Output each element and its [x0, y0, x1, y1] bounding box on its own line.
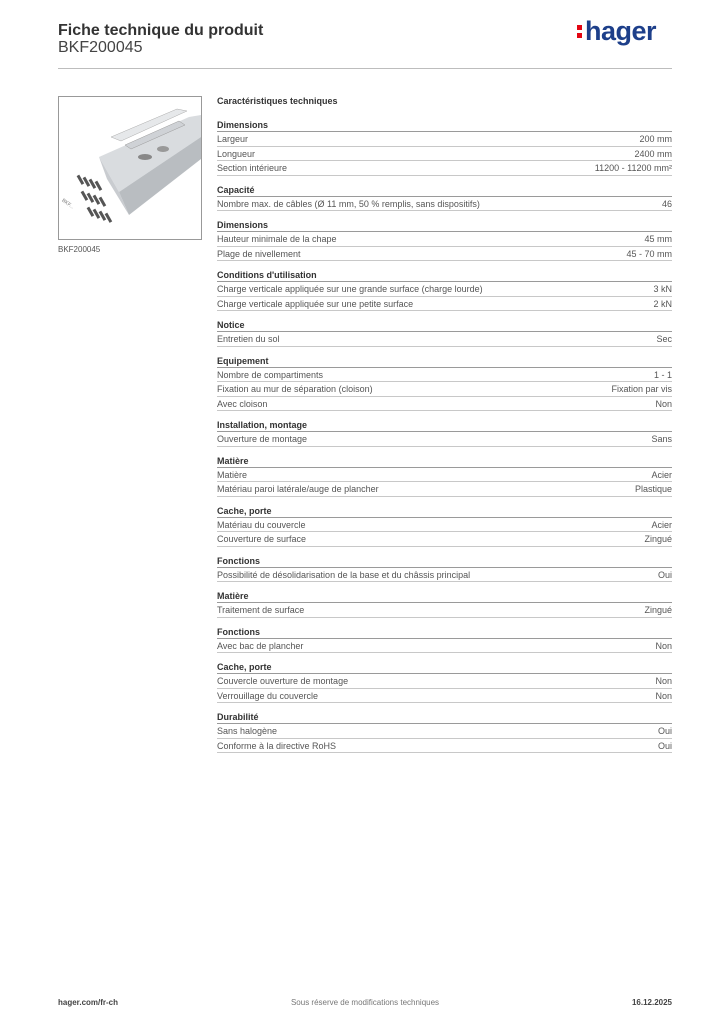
page-header [58, 16, 672, 69]
spec-group-title: Equipement [217, 353, 672, 368]
spec-value: Sec [656, 334, 672, 344]
spec-row [217, 232, 672, 247]
spec-value: 200 mm [639, 134, 672, 144]
spec-label: Fixation au mur de séparation (cloison) [217, 384, 373, 394]
technical-specifications [217, 95, 672, 759]
spec-label: Traitement de surface [217, 605, 305, 615]
spec-group-title: Dimensions [217, 117, 672, 132]
spec-row [217, 674, 672, 689]
spec-value: Zingué [644, 605, 672, 615]
footer-date: 16.12.2025 [631, 998, 672, 1007]
spec-row [217, 468, 672, 483]
footer-disclaimer: Sous réserve de modifications techniques [290, 998, 440, 1007]
spec-row [217, 297, 672, 312]
image-caption: BKF200045 [58, 245, 101, 254]
spec-label: Matière [217, 469, 248, 480]
spec-group-title: Fonctions [217, 553, 672, 568]
specifications-title: Caractéristiques techniques [217, 96, 338, 106]
spec-label: Charge verticale appliquée sur une petite surface [217, 298, 414, 309]
spec-row [217, 132, 672, 147]
spec-row [217, 432, 672, 447]
spec-value: Non [655, 676, 672, 686]
spec-value: Acier [651, 469, 672, 480]
spec-value: Fixation par vis [611, 384, 672, 394]
spec-value: Acier [651, 519, 672, 530]
spec-label: Ouverture de montage [217, 434, 308, 444]
spec-group [217, 659, 672, 703]
spec-value: Non [655, 690, 672, 701]
spec-row [217, 603, 672, 618]
spec-group-title: Conditions d'utilisation [217, 267, 672, 282]
spec-row [217, 639, 672, 654]
spec-row [217, 332, 672, 347]
spec-group [217, 317, 672, 347]
spec-value: Non [655, 398, 672, 409]
spec-group [217, 417, 672, 447]
spec-row [217, 532, 672, 547]
spec-row [217, 147, 672, 162]
spec-group [217, 709, 672, 753]
spec-label: Hauteur minimale de la chape [217, 234, 337, 244]
spec-group-title: Matière [217, 453, 672, 468]
spec-group-title: Fonctions [217, 624, 672, 639]
spec-group-title: Capacité [217, 182, 672, 197]
spec-label: Charge verticale appliquée sur une grande surface (charge lourde) [217, 284, 483, 294]
spec-row [217, 724, 672, 739]
cable-duct-illustration [59, 97, 201, 239]
spec-label: Longueur [217, 148, 256, 159]
spec-group-title: Dimensions [217, 217, 672, 232]
brand-logo [577, 16, 656, 47]
footer-website[interactable]: hager.com/fr-ch [58, 998, 119, 1007]
spec-value: Sans [651, 434, 672, 444]
spec-value: 11200 - 11200 mm² [594, 163, 672, 173]
spec-label: Possibilité de désolidarisation de la base et du châssis principal [217, 569, 471, 580]
spec-row [217, 397, 672, 412]
spec-row [217, 382, 672, 397]
spec-row [217, 161, 672, 176]
spec-label: Sans halogène [217, 726, 278, 736]
spec-label: Avec bac de plancher [217, 640, 304, 651]
spec-value: 2 kN [653, 298, 672, 309]
page-title: Fiche technique du produit [58, 22, 264, 39]
spec-row [217, 482, 672, 497]
spec-row [217, 282, 672, 297]
spec-group-title: Cache, porte [217, 659, 672, 674]
spec-group [217, 353, 672, 412]
spec-label: Conforme à la directive RoHS [217, 740, 337, 751]
spec-group-title: Installation, montage [217, 417, 672, 432]
spec-row [217, 368, 672, 383]
spec-label: Plage de nivellement [217, 248, 301, 259]
logo-dots-icon [577, 25, 583, 41]
spec-value: Oui [657, 569, 672, 580]
spec-value: 2400 mm [634, 148, 672, 159]
spec-label: Nombre max. de câbles (Ø 11 mm, 50 % remplis, sans dispositifs) [217, 198, 480, 209]
spec-label: Largeur [217, 134, 249, 144]
spec-group [217, 624, 672, 654]
spec-value: 45 - 70 mm [626, 248, 672, 259]
spec-value: Zingué [644, 534, 672, 544]
spec-row [217, 739, 672, 754]
spec-row [217, 568, 672, 583]
spec-label: Section intérieure [217, 163, 288, 173]
spec-value: 3 kN [653, 284, 672, 294]
spec-group [217, 453, 672, 497]
spec-group [217, 117, 672, 176]
spec-label: Verrouillage du couvercle [217, 690, 319, 701]
spec-label: Matériau paroi latérale/auge de plancher [217, 484, 379, 494]
spec-group [217, 588, 672, 618]
spec-label: Avec cloison [217, 398, 268, 409]
spec-group-title: Notice [217, 317, 672, 332]
spec-label: Nombre de compartiments [217, 369, 324, 380]
spec-label: Couvercle ouverture de montage [217, 676, 349, 686]
product-reference: BKF200045 [58, 39, 143, 56]
spec-value: Non [655, 640, 672, 651]
product-image [58, 96, 202, 240]
spec-group [217, 267, 672, 311]
spec-row [217, 689, 672, 704]
brand-name: hager [584, 16, 656, 46]
spec-row [217, 247, 672, 262]
spec-group-title: Cache, porte [217, 503, 672, 518]
spec-group [217, 217, 672, 261]
spec-group [217, 553, 672, 583]
spec-row [217, 518, 672, 533]
spec-value: Oui [657, 740, 672, 751]
spec-group [217, 503, 672, 547]
spec-value: 1 - 1 [653, 369, 672, 380]
spec-value: Plastique [634, 484, 672, 494]
spec-value: Oui [657, 726, 672, 736]
spec-group-title: Durabilité [217, 709, 672, 724]
spec-label: Entretien du sol [217, 334, 280, 344]
spec-label: Couverture de surface [217, 534, 307, 544]
spec-row [217, 197, 672, 212]
spec-group-title: Matière [217, 588, 672, 603]
spec-group [217, 182, 672, 212]
spec-value: 45 mm [644, 234, 672, 244]
spec-value: 46 [661, 198, 672, 209]
image-label: BKF... [60, 197, 75, 211]
spec-label: Matériau du couvercle [217, 519, 306, 530]
